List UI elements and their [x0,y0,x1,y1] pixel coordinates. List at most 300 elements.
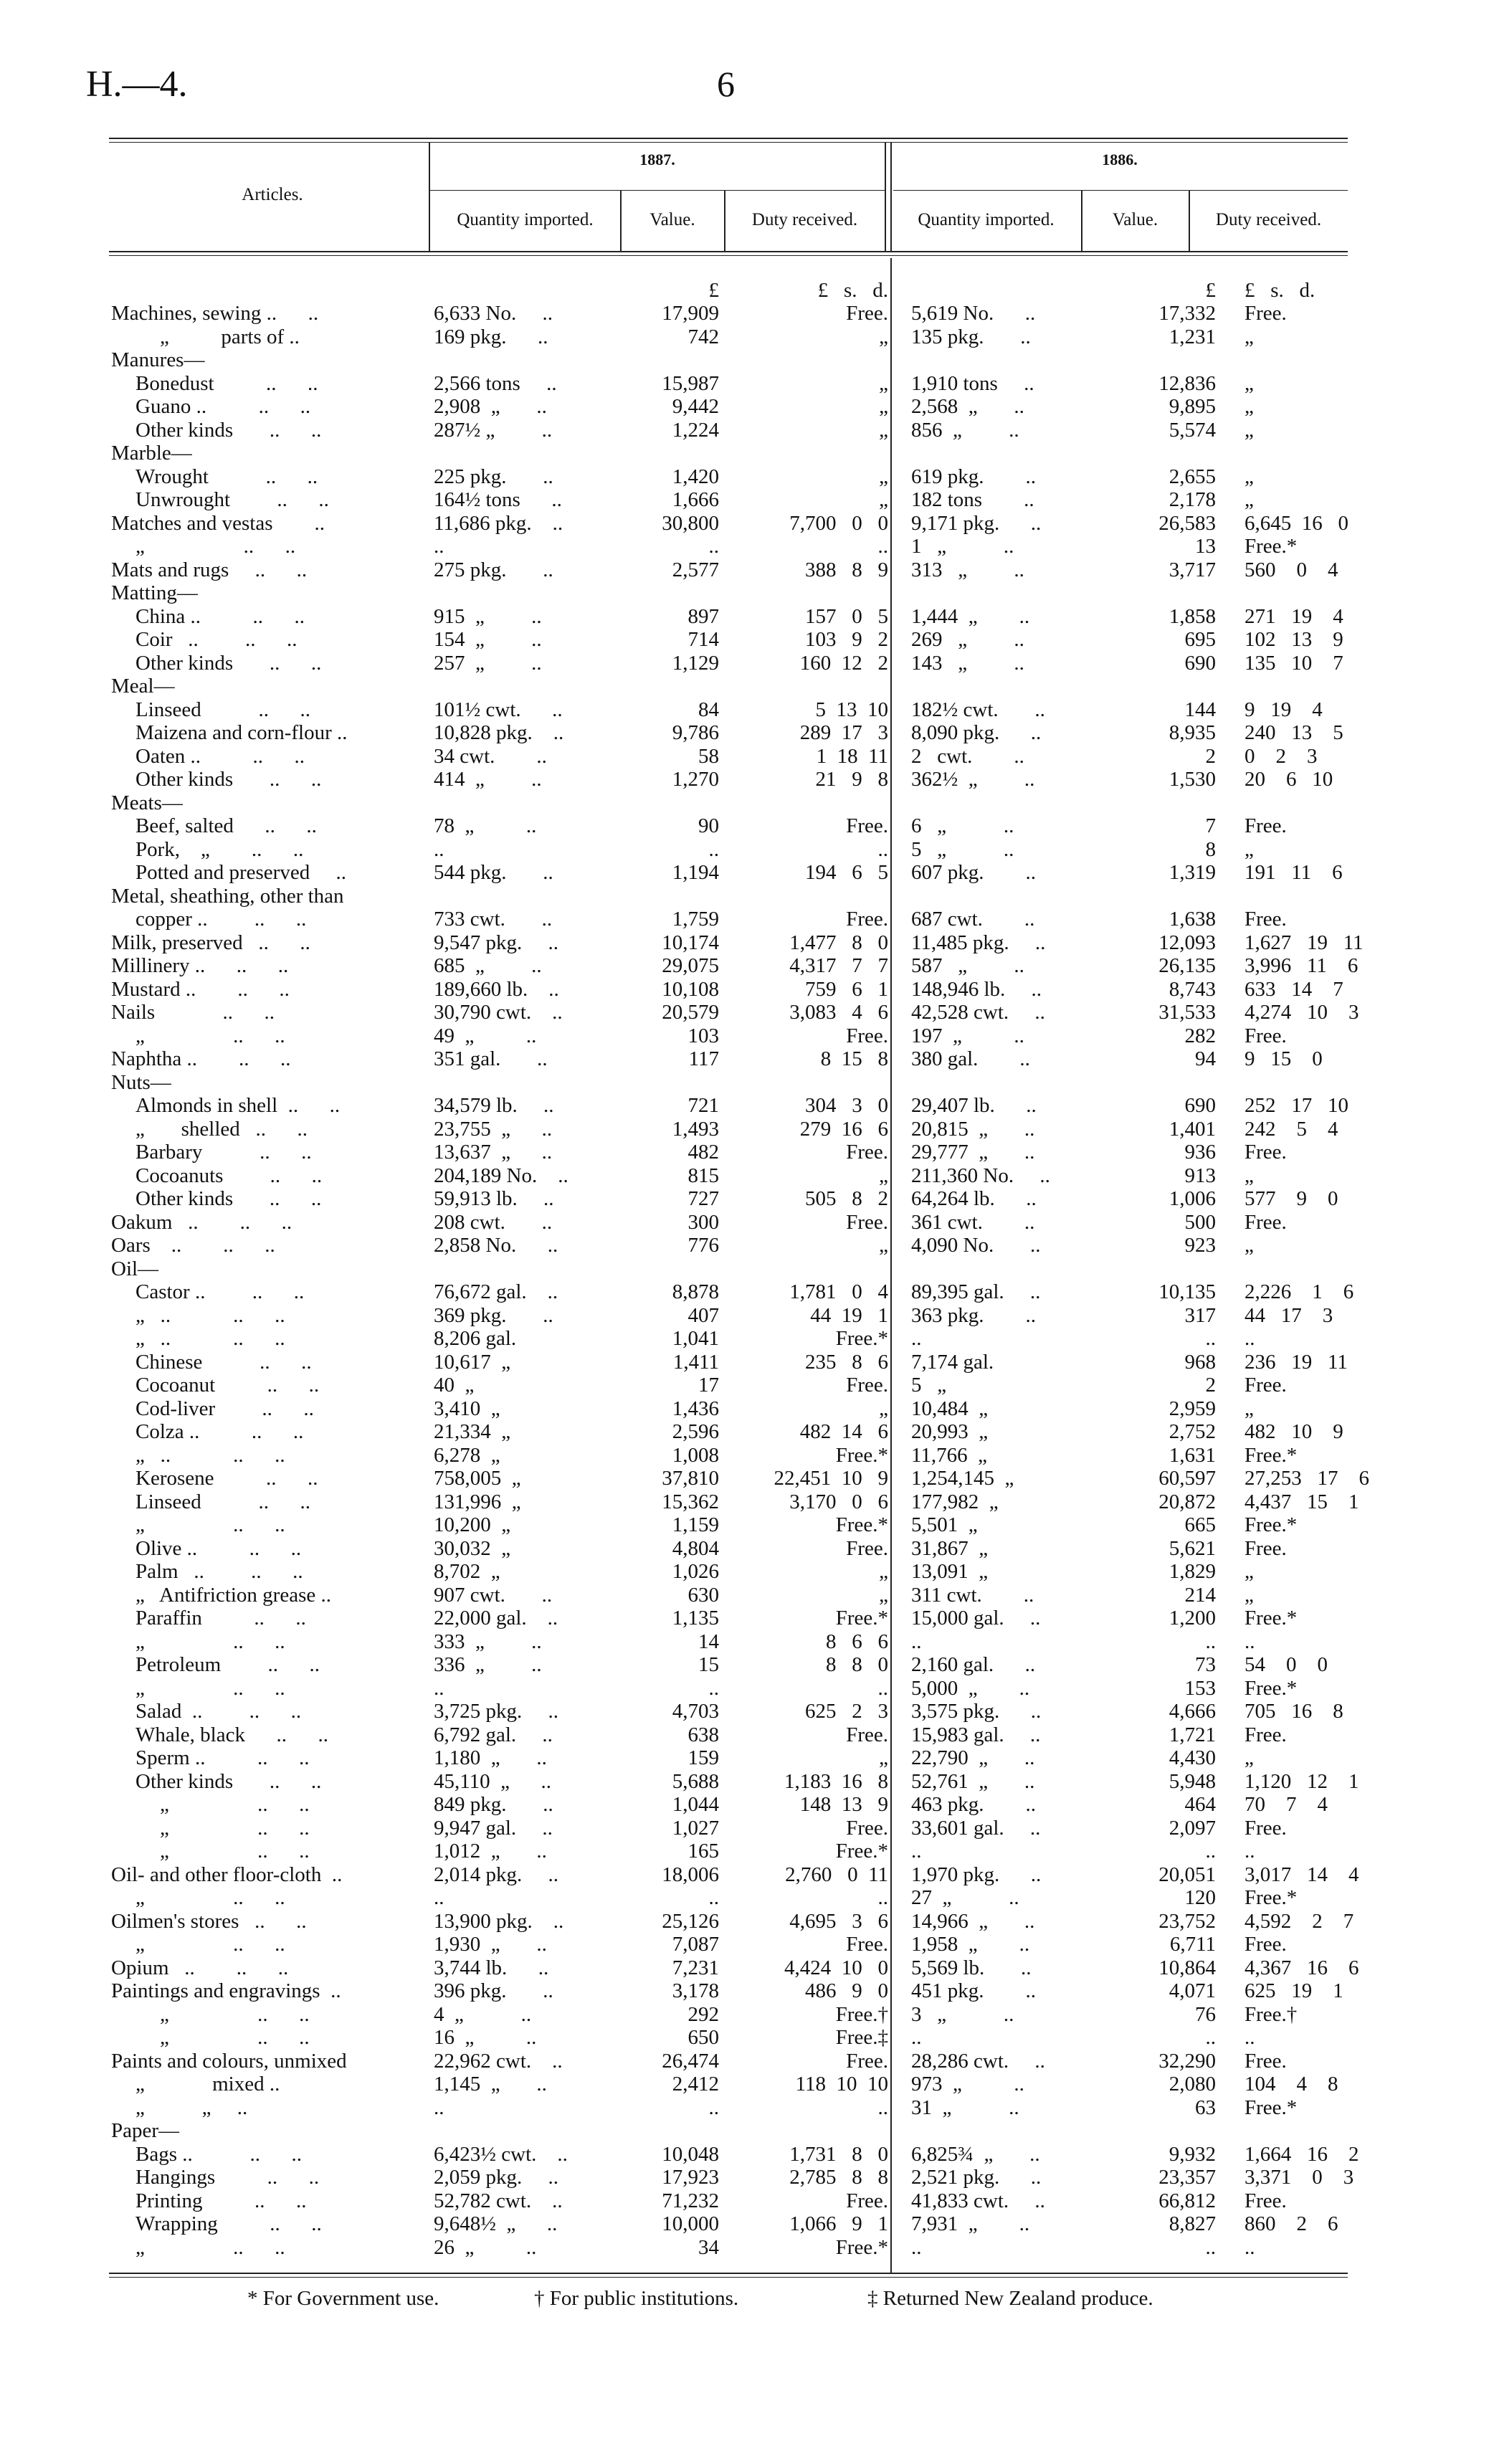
quantity-1886: 587 „ .. [911,954,1024,977]
value-1887: .. [708,837,719,861]
duty-1887: „ [879,325,888,348]
value-1887: 9,786 [672,721,719,744]
value-1887: 721 [687,1094,719,1117]
value-1887 [620,791,729,814]
quantity-1886: 31,867 „ [911,1536,989,1560]
duty-1887: .. [877,2096,888,2119]
quantity-1887: 3,744 lb. .. [434,1956,549,1979]
table-row [111,698,1388,721]
duty-1886: 102 13 9 [1245,628,1343,651]
duty-1887: Free.† [835,2002,888,2026]
value-1886: 2 [1205,1374,1216,1397]
value-1886: 1,319 [1169,861,1216,884]
value-1887: 638 [687,1723,719,1746]
table-row [111,2002,1388,2026]
quantity-1886: 4,090 No. .. [911,1234,1041,1257]
units-value-1887: £ [708,278,719,302]
quantity-1887: 8,702 „ [434,1560,500,1583]
quantity-1887: 34,579 lb. .. [434,1094,554,1117]
value-1886: 1,721 [1169,1723,1216,1746]
value-1887: 1,008 [672,1443,719,1467]
quantity-1887: 9,547 pkg. .. [434,931,558,954]
quantity-1886: 973 „ .. [911,2073,1024,2096]
value-1887 [620,1070,729,1094]
article-name: Printing .. .. [135,2189,307,2212]
duty-1886: 560 0 4 [1245,558,1338,581]
value-1887: 815 [687,1164,719,1187]
duty-1886: „ [1245,465,1254,488]
value-1886: 26,583 [1158,511,1216,535]
quantity-1886: 2 cwt. .. [911,744,1024,768]
duty-1886: Free. [1245,2189,1287,2212]
article-name: Castor .. .. .. [135,1280,305,1303]
table-row [111,1583,1388,1607]
value-1886: 2,080 [1169,2073,1216,2096]
value-1887: 1,041 [672,1327,719,1350]
footnote-returned-produce: ‡ Returned New Zealand produce. [867,2287,1153,2310]
quantity-1886: 177,982 „ [911,1490,999,1513]
table-row [111,1886,1388,1910]
quantity-1887: 10,828 pkg. .. [434,721,564,744]
quantity-1887: .. [434,837,444,861]
value-1886: 1,631 [1169,1443,1216,1467]
duty-1887: „ [879,465,888,488]
duty-1886: 70 7 4 [1245,1793,1328,1816]
article-name: Coir .. .. .. [135,628,298,651]
duty-1887: „ [879,1583,888,1607]
value-1886: 4,071 [1169,1979,1216,2002]
table-row [111,1001,1388,1024]
value-1886: 1,231 [1169,325,1216,348]
duty-1887: 160 12 2 [799,651,888,675]
duty-1886: 271 19 4 [1245,604,1343,628]
table-row [111,2073,1388,2096]
table-row [111,1094,1388,1118]
value-1886: .. [1205,2026,1216,2049]
quantity-1886: 15,000 gal. .. [911,1607,1041,1630]
quantity-1886: 856 „ .. [911,418,1019,442]
quantity-1887: 154 „ .. [434,628,542,651]
value-1886: 8 [1205,837,1216,861]
value-1887: 103 [687,1024,719,1047]
value-1886 [1108,348,1232,372]
value-1887 [620,1257,729,1280]
value-1887: 159 [687,1746,719,1769]
quantity-1886: 6 „ .. [911,814,1014,837]
quantity-1887: 13,637 „ .. [434,1141,553,1164]
value-1887: 1,759 [672,908,719,931]
duty-1886: Free.† [1245,2002,1298,2026]
quantity-header-1886: Quantity imported. [918,210,1055,229]
quantity-1887: 26 „ .. [434,2235,537,2259]
table-row [111,1536,1388,1560]
value-1887: 25,126 [662,1909,719,1933]
table-row [111,861,1388,885]
duty-1886 [1232,1257,1388,1280]
article-name: Matting— [111,581,198,604]
value-1886: 10,864 [1158,1956,1216,1979]
quantity-1887 [427,884,620,908]
duty-1887: 505 8 2 [805,1187,888,1210]
quantity-1886: 2,568 „ .. [911,395,1024,418]
article-name: „ .. .. [135,1676,285,1700]
value-1886: 1,401 [1169,1117,1216,1141]
quantity-1887: 30,032 „ [434,1536,511,1560]
quantity-1886: 64,264 lb. .. [911,1187,1037,1210]
article-name: „ .. .. [135,1630,285,1653]
quantity-1886: 20,815 „ .. [911,1117,1035,1141]
value-1886: 94 [1195,1047,1216,1070]
duty-1886: 9 19 4 [1245,698,1323,721]
article-name: Linseed .. .. [135,1490,311,1513]
article-name: Paints and colours, unmixed [111,2049,347,2073]
quantity-1886: 148,946 lb. .. [911,977,1042,1001]
value-1886: 5,621 [1169,1536,1216,1560]
quantity-1887: 101½ cwt. .. [434,698,563,721]
value-1887: 1,436 [672,1397,719,1420]
duty-1886: 240 13 5 [1245,721,1343,744]
quantity-1887: 189,660 lb. .. [434,977,559,1001]
quantity-1886: 5 „ .. [911,837,1014,861]
article-name: Hangings .. .. [135,2166,320,2189]
value-1887: 1,224 [672,418,719,442]
table-row [111,954,1388,978]
quantity-1886: 1,910 tons .. [911,371,1034,395]
table-row [111,1187,1388,1211]
duty-1887: „ [879,371,888,395]
column-divider [885,142,886,251]
duty-1887 [729,1257,898,1280]
value-1887: 1,270 [672,768,719,791]
value-1887: 300 [687,1210,719,1234]
duty-1886: „ [1245,1583,1254,1607]
article-name: Unwrought .. .. [135,488,329,511]
duty-1887 [729,581,898,605]
value-1886: 690 [1184,1094,1216,1117]
quantity-1887: 733 cwt. .. [434,908,553,931]
quantity-1886: 52,761 „ .. [911,1769,1035,1793]
value-1887: 7,087 [672,1933,719,1956]
article-name: Millinery .. .. .. [111,954,289,977]
article-name: „ .. .. [160,2002,310,2026]
article-name: Other kinds .. .. [135,1187,322,1210]
article-name: Metal, sheathing, other than [111,884,344,908]
duty-1887: Free. [846,814,888,837]
duty-1887: 1,477 8 0 [789,931,888,954]
table-row [111,2096,1388,2119]
duty-1887: Free. [846,1024,888,1047]
duty-1887: Free. [846,302,888,325]
value-1886: 464 [1184,1793,1216,1816]
quantity-1886: 3 „ .. [911,2002,1014,2026]
quantity-1886: 619 pkg. .. [911,465,1036,488]
table-row [111,1769,1388,1793]
value-1886: 12,836 [1158,371,1216,395]
value-1886 [1108,884,1232,908]
quantity-1886: 313 „ .. [911,558,1024,581]
value-1887: 630 [687,1583,719,1607]
value-1886: 968 [1184,1350,1216,1374]
duty-1886: Free. [1245,1374,1287,1397]
table-top-rule-thin [109,142,1348,143]
value-1887: 15,362 [662,1490,719,1513]
quantity-1886: .. [911,2026,922,2049]
duty-1886: 0 2 3 [1245,744,1318,768]
duty-1887: Free.* [835,1513,888,1536]
duty-1887: Free. [846,1536,888,1560]
value-1887: 4,703 [672,1700,719,1723]
value-1886: 317 [1184,1303,1216,1327]
duty-1886: 6,645 16 0 [1245,511,1348,535]
duty-1887: 1,066 9 1 [789,2212,888,2235]
duty-1887: 625 2 3 [805,1700,888,1723]
quantity-1887 [427,1070,620,1094]
value-1886: 8,743 [1169,977,1216,1001]
quantity-1886: 1,254,145 „ [911,1467,1014,1490]
quantity-1887: 4 „ .. [434,2002,532,2026]
quantity-1887: 204,189 No. .. [434,1164,568,1187]
article-name: Almonds in shell .. .. [135,1094,341,1117]
quantity-1886: 182½ cwt. .. [911,698,1045,721]
article-name: Nails .. .. [111,1001,275,1024]
duty-1886: 135 10 7 [1245,651,1343,675]
value-1886: 500 [1184,1210,1216,1234]
duty-1886: „ [1245,1746,1254,1769]
duty-1886 [1232,581,1388,605]
value-1887 [620,2119,729,2143]
duty-1886 [1232,791,1388,814]
value-1887: 292 [687,2002,719,2026]
article-name: Paper— [111,2119,180,2142]
quantity-1887 [427,442,620,465]
article-name: Oakum .. .. .. [111,1210,292,1234]
duty-1886 [1232,2119,1388,2143]
quantity-1886: 380 gal. .. [911,1047,1030,1070]
quantity-1886: 15,983 gal. .. [911,1723,1041,1746]
value-1886: 17,332 [1158,302,1216,325]
quantity-1887: 11,686 pkg. .. [434,511,563,535]
table-row [111,1793,1388,1817]
value-1887: 742 [687,325,719,348]
duty-1886: „ [1245,371,1254,395]
article-name: Bags .. .. .. [135,2142,302,2166]
duty-1887: Free. [846,2189,888,2212]
table-row [111,791,1388,814]
table-row [111,2189,1388,2212]
quantity-1886: 5,000 „ .. [911,1676,1030,1700]
duty-1886: Free. [1245,1723,1287,1746]
quantity-1886 [898,581,1108,605]
table-bottom-rule [109,2273,1348,2274]
table-row [111,1490,1388,1513]
value-1886: 23,357 [1158,2166,1216,2189]
value-1886: .. [1205,1630,1216,1653]
quantity-1886: 27 „ .. [911,1886,1019,1909]
quantity-1887 [427,791,620,814]
quantity-1887: 23,755 „ .. [434,1117,553,1141]
value-1887: 34 [698,2235,719,2259]
duty-1887: .. [877,837,888,861]
value-1887: 1,027 [672,1816,719,1840]
article-name: China .. .. .. [135,604,305,628]
value-1886 [1108,675,1232,698]
duty-1887: 194 6 5 [805,861,888,884]
document-reference: H.—4. [86,64,188,105]
duty-1886: 104 4 8 [1245,2073,1338,2096]
quantity-1886: 687 cwt. .. [911,908,1035,931]
duty-1887: Free.* [835,1443,888,1467]
table-row [111,488,1388,512]
quantity-1887: 49 „ .. [434,1024,537,1047]
duty-1887: 1,731 8 0 [789,2142,888,2166]
table-row [111,651,1388,675]
table-row [111,325,1388,348]
article-name: Other kinds .. .. [135,768,322,791]
duty-1886: Free.* [1245,1607,1298,1630]
table-row [111,1443,1388,1467]
table-row [111,1723,1388,1746]
duty-1886: .. [1245,1327,1255,1350]
quantity-1886: 451 pkg. .. [911,1979,1036,2002]
quantity-1887: 9,648½ „ .. [434,2212,558,2235]
duty-1886: 1,627 19 11 [1245,931,1364,954]
article-name: Mustard .. .. .. [111,977,290,1001]
value-1886: 913 [1184,1164,1216,1187]
value-1886: 26,135 [1158,954,1216,977]
table-row [111,814,1388,838]
quantity-1887: 333 „ .. [434,1630,542,1653]
duty-1886: 1,120 12 1 [1245,1769,1359,1793]
article-name: „ .. .. .. [135,1443,285,1467]
table-row [111,1560,1388,1584]
table-row [111,2235,1388,2259]
table-row [111,1141,1388,1164]
article-name: Nuts— [111,1070,171,1094]
duty-1887: 1 18 11 [816,744,888,768]
quantity-1886: 31 „ .. [911,2096,1019,2119]
value-1886: 7 [1205,814,1216,837]
quantity-1886 [898,1070,1108,1094]
table-row [111,558,1388,581]
duty-1886: „ [1245,1397,1254,1420]
quantity-1887: 13,900 pkg. .. [434,1909,564,1933]
quantity-1886: 2,521 pkg. .. [911,2166,1042,2189]
quantity-1887 [427,1257,620,1280]
quantity-1887: 351 gal. .. [434,1047,548,1070]
duty-1887: „ [879,1560,888,1583]
value-1886: 20,051 [1158,1863,1216,1886]
duty-1887: „ [879,1746,888,1769]
value-1886: 1,006 [1169,1187,1216,1210]
duty-1886: Free. [1245,302,1287,325]
quantity-1886: 463 pkg. .. [911,1793,1036,1816]
duty-1887: 1,183 16 8 [784,1769,888,1793]
duty-1887: Free.* [835,1327,888,1350]
table-row [111,395,1388,419]
table-row [111,1816,1388,1840]
quantity-1887: 275 pkg. .. [434,558,553,581]
quantity-1887: 22,000 gal. .. [434,1607,558,1630]
quantity-1886: 10,484 „ [911,1397,989,1420]
duty-1886: Free. [1245,1816,1287,1840]
article-name: Beef, salted .. .. [135,814,317,837]
table-row [111,1467,1388,1490]
quantity-1886 [898,442,1108,465]
duty-1887: Free.* [835,1840,888,1863]
duty-1887: 118 10 10 [795,2073,888,2096]
duty-1887: Free.* [835,1607,888,1630]
value-1886 [1108,442,1232,465]
quantity-1886: 11,485 pkg. .. [911,931,1046,954]
value-1887 [620,581,729,605]
value-1886: 120 [1184,1886,1216,1909]
quantity-1887: 758,005 „ [434,1467,521,1490]
quantity-1886: .. [911,1630,922,1653]
duty-1887: Free. [846,1933,888,1956]
quantity-1886: 363 pkg. .. [911,1303,1036,1327]
table-row [111,1700,1388,1723]
duty-1887: „ [879,395,888,418]
value-1887: 7,231 [672,1956,719,1979]
value-1886: .. [1205,2235,1216,2259]
value-1887: 14 [698,1630,719,1653]
value-1887: 18,006 [662,1863,719,1886]
quantity-1886 [898,675,1108,698]
value-header-1887: Value. [649,210,695,229]
value-1886: 695 [1184,628,1216,651]
quantity-1886: 135 pkg. .. [911,325,1031,348]
article-name: „ .. .. [135,535,296,558]
value-1886: 1,829 [1169,1560,1216,1583]
value-1886: 690 [1184,651,1216,675]
value-1887: .. [708,2096,719,2119]
duty-1887: Free. [846,908,888,931]
article-name: „ .. .. .. [135,1303,285,1327]
quantity-1886: 9,171 pkg. .. [911,511,1042,535]
table-row [111,2142,1388,2166]
value-1887: 1,194 [672,861,719,884]
quantity-1886: 41,833 cwt. .. [911,2189,1045,2212]
article-name: Machines, sewing .. .. [111,302,319,325]
value-1887: 1,411 [672,1350,719,1374]
table-row [111,302,1388,325]
article-name: „ Antifriction grease .. [135,1583,331,1607]
value-1887: 650 [687,2026,719,2049]
duty-1886: „ [1245,395,1254,418]
table-row [111,418,1388,442]
quantity-1886 [898,791,1108,814]
value-1886: 23,752 [1158,1909,1216,1933]
duty-1886: 3,996 11 6 [1245,954,1358,977]
value-1887: .. [708,1676,719,1700]
article-name: Cod-liver .. .. [135,1397,314,1420]
table-row [111,1933,1388,1956]
page-number: 6 [717,64,735,104]
article-name: copper .. .. .. [135,908,307,931]
quantity-1887: 6,278 „ [434,1443,500,1467]
article-name: Palm .. .. .. [135,1560,303,1583]
duty-1886: 20 6 10 [1245,768,1333,791]
table-row [111,1070,1388,1094]
duty-1886: 705 16 8 [1245,1700,1343,1723]
table-row [111,604,1388,628]
duty-1886 [1232,442,1388,465]
value-1887: 90 [698,814,719,837]
table-row [111,442,1388,465]
duty-1887: 8 15 8 [820,1047,888,1070]
value-1886 [1108,2119,1232,2143]
article-name: Oaten .. .. .. [135,744,305,768]
